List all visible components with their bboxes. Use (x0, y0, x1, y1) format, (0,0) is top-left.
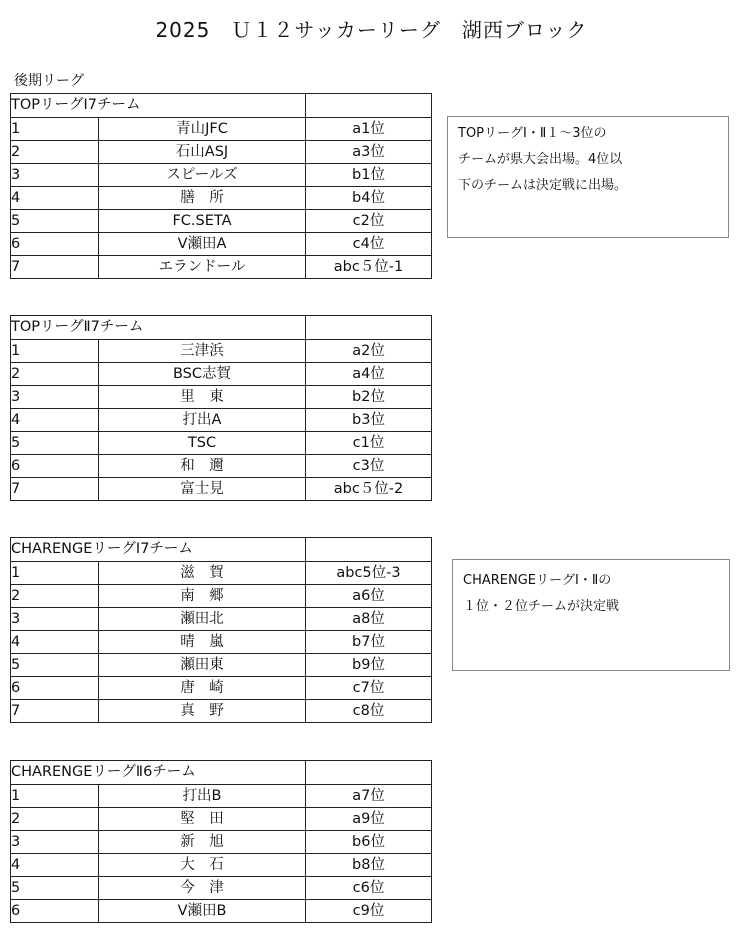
qualifying-rank: a2位 (306, 340, 432, 363)
row-number: 3 (11, 831, 99, 854)
table-row (11, 256, 432, 279)
team-name: 里 東 (99, 386, 306, 409)
table-row (11, 409, 432, 432)
table-header-row (11, 316, 432, 340)
qualifying-rank: abc５位-2 (306, 478, 432, 501)
row-number: 3 (11, 386, 99, 409)
qualifying-rank: c9位 (306, 900, 432, 923)
note-line: CHARENGEリーグⅠ・Ⅱの (463, 573, 612, 588)
note-line: 下のチームは決定戦に出場。 (458, 178, 628, 193)
table-row (11, 118, 432, 141)
team-name: 膳 所 (99, 187, 306, 210)
team-name: 堅 田 (99, 808, 306, 831)
table-row (11, 831, 432, 854)
page-title: 2025 Ｕ１２サッカーリーグ 湖西ブロック (155, 18, 588, 42)
row-number: 6 (11, 233, 99, 256)
team-name: FC.SETA (99, 210, 306, 233)
league-table (10, 537, 432, 723)
qualifying-rank: a1位 (306, 118, 432, 141)
table-row (11, 700, 432, 723)
league-name: CHARENGEリーグⅠ7チーム (11, 538, 306, 562)
row-number: 2 (11, 363, 99, 386)
header-empty-cell (306, 316, 432, 340)
row-number: 3 (11, 608, 99, 631)
row-number: 4 (11, 187, 99, 210)
league-table (10, 315, 432, 501)
table-row (11, 608, 432, 631)
table-row (11, 877, 432, 900)
table-header-row (11, 94, 432, 118)
table-row (11, 808, 432, 831)
team-name: 大 石 (99, 854, 306, 877)
team-name: 三津浜 (99, 340, 306, 363)
section-label: 後期リーグ (14, 73, 84, 89)
row-number: 5 (11, 654, 99, 677)
league-name: TOPリーグⅡ7チーム (11, 316, 306, 340)
table-row (11, 141, 432, 164)
note-line: TOPリーグⅠ・Ⅱ１～3位の (458, 126, 607, 141)
row-number: 5 (11, 432, 99, 455)
table-header-row (11, 538, 432, 562)
qualifying-rank: a3位 (306, 141, 432, 164)
table-row (11, 585, 432, 608)
row-number: 1 (11, 562, 99, 585)
table-header-row (11, 761, 432, 785)
qualifying-rank: c4位 (306, 233, 432, 256)
row-number: 3 (11, 164, 99, 187)
row-number: 6 (11, 900, 99, 923)
team-name: 石山ASJ (99, 141, 306, 164)
team-name: 南 郷 (99, 585, 306, 608)
row-number: 6 (11, 455, 99, 478)
team-name: 唐 崎 (99, 677, 306, 700)
note-line: チームが県大会出場。4位以 (458, 152, 623, 167)
table-row (11, 455, 432, 478)
note-line: １位・２位チームが決定戦 (463, 599, 620, 614)
qualifying-rank: a4位 (306, 363, 432, 386)
qualifying-rank: b2位 (306, 386, 432, 409)
row-number: 7 (11, 478, 99, 501)
header-empty-cell (306, 538, 432, 562)
team-name: 滋 賀 (99, 562, 306, 585)
row-number: 4 (11, 409, 99, 432)
qualifying-rank: a7位 (306, 785, 432, 808)
team-name: BSC志賀 (99, 363, 306, 386)
row-number: 1 (11, 785, 99, 808)
league-name: TOPリーグⅠ7チーム (11, 94, 306, 118)
row-number: 2 (11, 141, 99, 164)
qualifying-rank: b4位 (306, 187, 432, 210)
qualifying-rank: c2位 (306, 210, 432, 233)
table-row (11, 654, 432, 677)
table-row (11, 363, 432, 386)
qualifying-rank: c1位 (306, 432, 432, 455)
league-name: CHARENGEリーグⅡ6チーム (11, 761, 306, 785)
qualifying-rank: a9位 (306, 808, 432, 831)
qualifying-rank: abc５位-1 (306, 256, 432, 279)
table-row (11, 340, 432, 363)
team-name: 真 野 (99, 700, 306, 723)
row-number: 7 (11, 700, 99, 723)
row-number: 1 (11, 340, 99, 363)
header-empty-cell (306, 761, 432, 785)
qualifying-rank: a8位 (306, 608, 432, 631)
team-name: 富士見 (99, 478, 306, 501)
table-row (11, 233, 432, 256)
row-number: 4 (11, 631, 99, 654)
table-row (11, 187, 432, 210)
table-row (11, 386, 432, 409)
table-row (11, 631, 432, 654)
qualifying-rank: b1位 (306, 164, 432, 187)
team-name: 今 津 (99, 877, 306, 900)
table-row (11, 677, 432, 700)
team-name: 新 旭 (99, 831, 306, 854)
qualifying-rank: b9位 (306, 654, 432, 677)
table-row (11, 785, 432, 808)
row-number: 4 (11, 854, 99, 877)
qualifying-rank: b6位 (306, 831, 432, 854)
team-name: 和 邇 (99, 455, 306, 478)
table-row (11, 478, 432, 501)
qualifying-rank: c7位 (306, 677, 432, 700)
row-number: 6 (11, 677, 99, 700)
qualifying-rank: b3位 (306, 409, 432, 432)
table-row (11, 432, 432, 455)
header-empty-cell (306, 94, 432, 118)
team-name: 瀬田東 (99, 654, 306, 677)
team-name: エランドール (99, 256, 306, 279)
row-number: 5 (11, 210, 99, 233)
team-name: V瀬田A (99, 233, 306, 256)
table-row (11, 164, 432, 187)
team-name: TSC (99, 432, 306, 455)
table-row (11, 562, 432, 585)
qualifying-rank: c6位 (306, 877, 432, 900)
table-row (11, 210, 432, 233)
team-name: 青山JFC (99, 118, 306, 141)
qualifying-rank: b8位 (306, 854, 432, 877)
note-box (452, 559, 730, 671)
qualifying-rank: abc5位-3 (306, 562, 432, 585)
league-table (10, 760, 432, 923)
row-number: 2 (11, 808, 99, 831)
league-table (10, 93, 432, 279)
row-number: 2 (11, 585, 99, 608)
row-number: 7 (11, 256, 99, 279)
team-name: 打出B (99, 785, 306, 808)
team-name: スピールズ (99, 164, 306, 187)
qualifying-rank: b7位 (306, 631, 432, 654)
team-name: 晴 嵐 (99, 631, 306, 654)
table-row (11, 900, 432, 923)
qualifying-rank: a6位 (306, 585, 432, 608)
team-name: 瀬田北 (99, 608, 306, 631)
qualifying-rank: c3位 (306, 455, 432, 478)
table-row (11, 854, 432, 877)
row-number: 1 (11, 118, 99, 141)
team-name: V瀬田B (99, 900, 306, 923)
team-name: 打出A (99, 409, 306, 432)
note-box (447, 116, 729, 238)
row-number: 5 (11, 877, 99, 900)
qualifying-rank: c8位 (306, 700, 432, 723)
